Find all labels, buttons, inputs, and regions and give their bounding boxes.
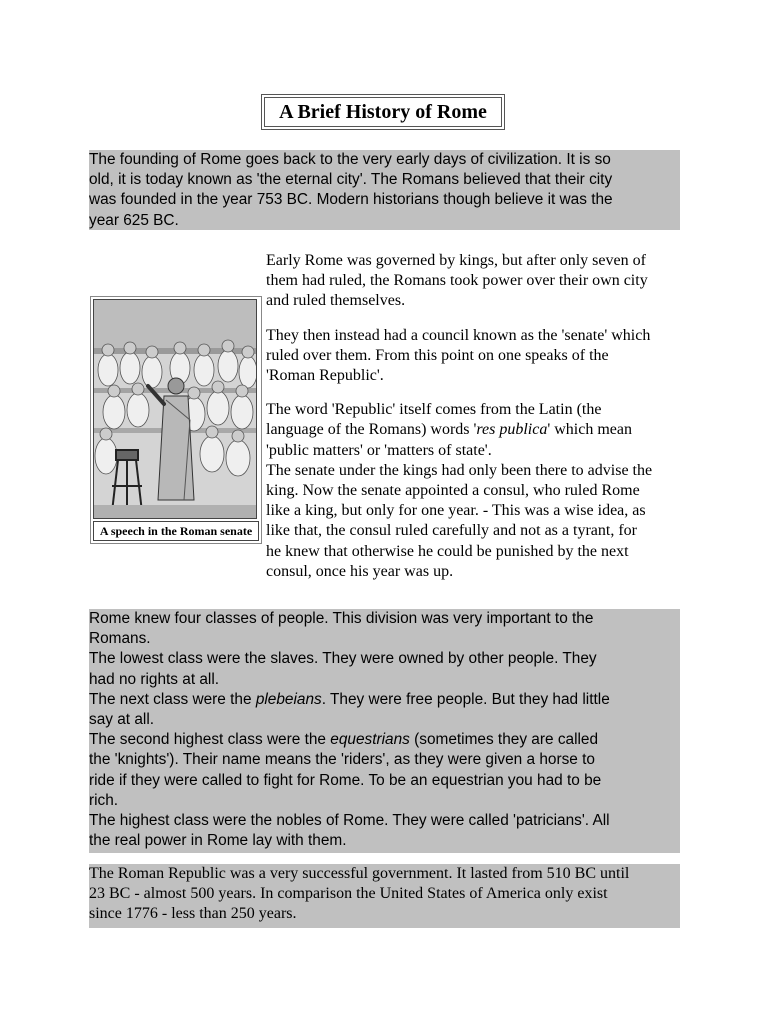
classes-paragraph: [89, 609, 680, 853]
text-line: 'public matters' or 'matters of state'.: [266, 441, 492, 459]
text-line: the 'knights'). Their name means the 'riders', as they were given a horse to: [89, 751, 595, 769]
senate-figure: [90, 296, 262, 544]
closing-paragraph: [89, 864, 680, 928]
figure-caption: A speech in the Roman senate: [93, 521, 259, 541]
text-line: The lowest class were the slaves. They were owned by other people. They: [89, 650, 597, 668]
intro-line: was founded in the year 753 BC. Modern historians though believe it was the: [89, 191, 613, 209]
text-line: The senate under the kings had only been there to advise the: [266, 461, 653, 479]
text-line: had no rights at all.: [89, 670, 220, 688]
text-line: like a king, but only for one year. - This was a wise idea, as: [266, 502, 646, 520]
text-line: [89, 730, 680, 750]
text-line: say at all.: [89, 711, 155, 729]
text-line: The highest class were the nobles of Rome. They were called 'patricians'. All: [89, 812, 610, 830]
class-term: plebeians: [255, 690, 322, 708]
text-line: [266, 420, 686, 440]
text-span: The second highest class were the: [89, 731, 331, 749]
text-line: rich.: [89, 791, 119, 809]
text-line: Early Rome was governed by kings, but after only seven of: [266, 252, 646, 269]
text-line: [89, 690, 680, 710]
intro-line: The founding of Rome goes back to the very early days of civilization. It is so: [89, 151, 611, 168]
class-term: equestrians: [330, 731, 410, 749]
text-line: king. Now the senate appointed a consul, who ruled Rome: [266, 482, 640, 500]
text-line: Romans.: [89, 630, 151, 648]
senate-speech-illustration: [93, 299, 257, 519]
senate-speech-image: [94, 300, 256, 518]
text-line: them had ruled, the Romans took power over their own city: [266, 272, 648, 290]
text-line: like that, the consul ruled carefully and not as a tyrant, for: [266, 522, 637, 540]
intro-line: old, it is today known as 'the eternal city'. The Romans believed that their city: [89, 171, 613, 189]
intro-paragraph: [89, 150, 680, 230]
text-line: The word 'Republic' itself comes from the Latin (the: [266, 401, 602, 419]
text-line: and ruled themselves.: [266, 292, 406, 310]
text-line: 23 BC - almost 500 years. In comparison the United States of America only exist: [89, 885, 608, 903]
text-span: ' which mean: [547, 421, 632, 439]
text-line: consul, once his year was up.: [266, 562, 454, 580]
text-span: language of the Romans) words ': [266, 421, 477, 439]
text-line: 'Roman Republic'.: [266, 367, 384, 385]
text-line: Rome knew four classes of people. This division was very important to the: [89, 610, 594, 627]
text-span: (sometimes they are called: [409, 731, 599, 749]
text-line: since 1776 - less than 250 years.: [89, 905, 297, 923]
text-line: The Roman Republic was a very successful government. It lasted from 510 BC until: [89, 865, 630, 882]
text-line: the real power in Rome lay with them.: [89, 832, 347, 850]
page-title: A Brief History of Rome: [264, 97, 502, 127]
text-span: . They were free people. But they had little: [321, 690, 610, 708]
text-line: ride if they were called to fight for Rome. To be an equestrian you had to be: [89, 771, 602, 789]
text-line: They then instead had a council known as the 'senate' which: [266, 326, 651, 344]
latin-term: res publica: [476, 421, 548, 439]
title-box: [261, 94, 505, 130]
text-line: ruled over them. From this point on one speaks of the: [266, 346, 609, 364]
main-text-column: [266, 251, 686, 582]
text-line: he knew that otherwise he could be punished by the next: [266, 542, 629, 560]
text-span: The next class were the: [89, 690, 256, 708]
intro-line: year 625 BC.: [89, 211, 179, 229]
